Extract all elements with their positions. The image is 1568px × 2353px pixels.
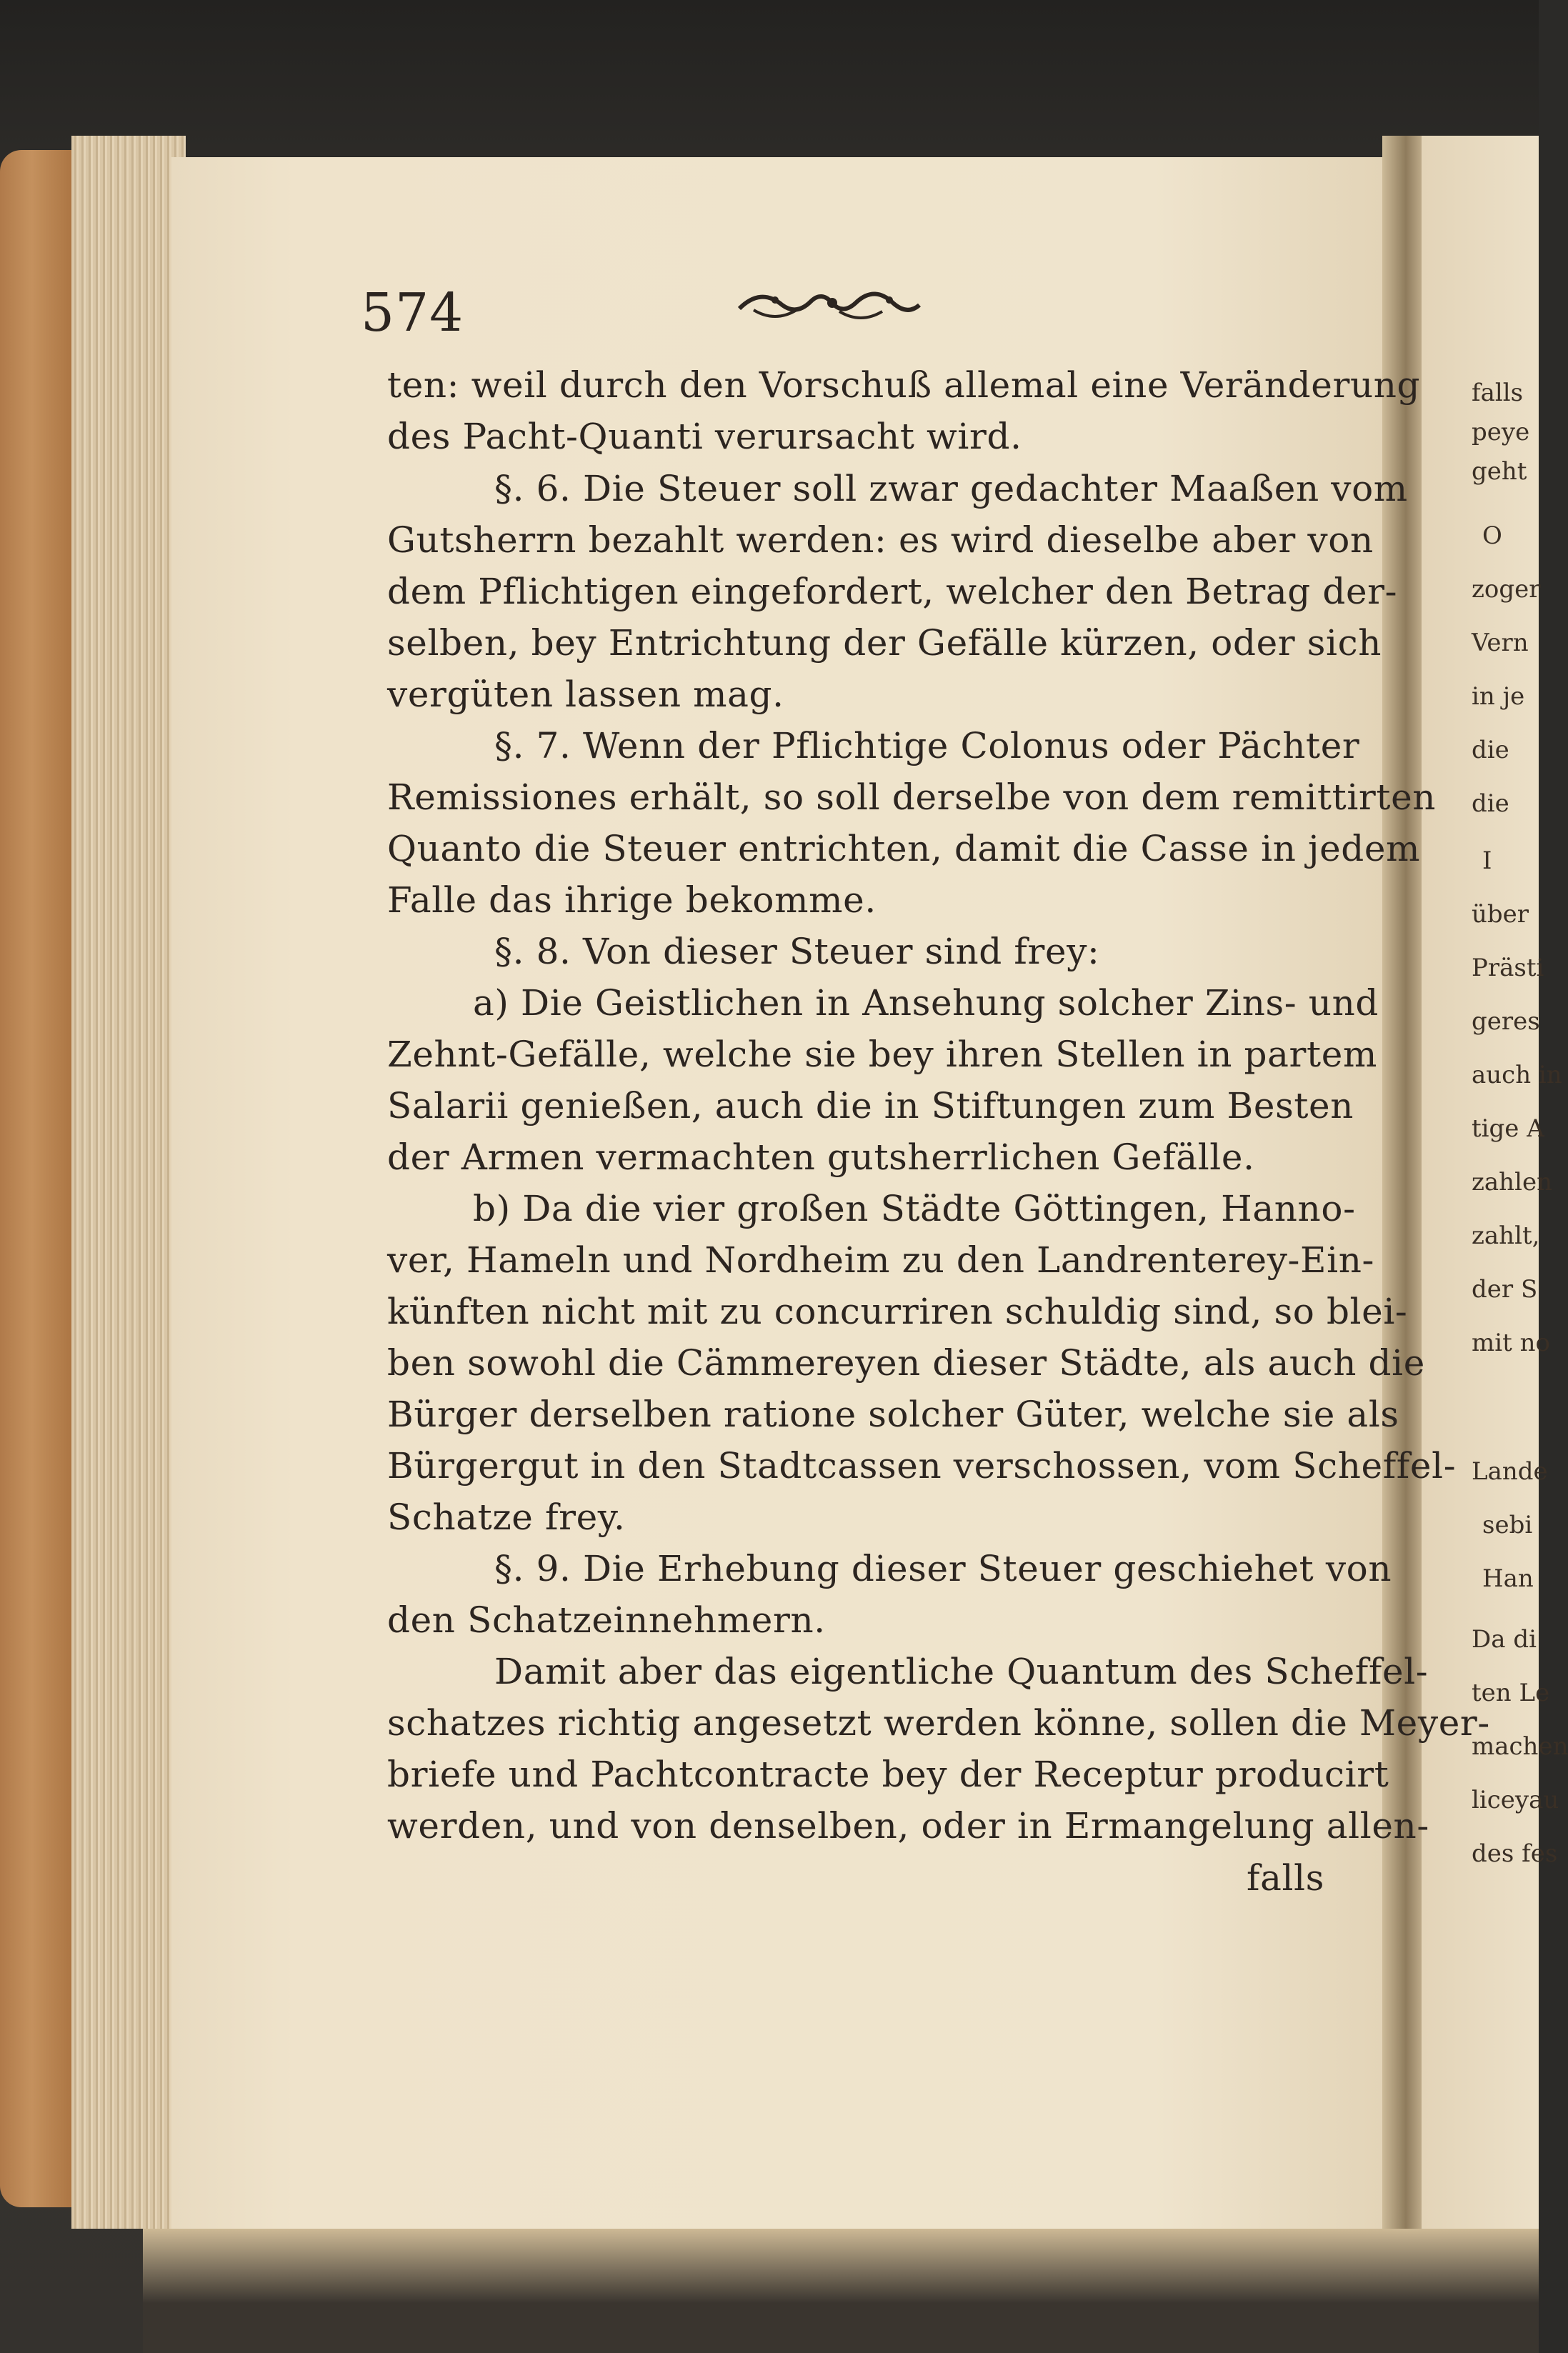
facing-fragment: Da di xyxy=(1472,1625,1537,1654)
text-line: vergüten lassen mag. xyxy=(387,674,784,715)
book-spine xyxy=(0,150,79,2207)
facing-fragment: geres xyxy=(1472,1007,1540,1036)
facing-fragment: mit no xyxy=(1472,1329,1550,1357)
text-line: Damit aber das eigentliche Quantum des Scheffel- xyxy=(494,1651,1429,1692)
text-line: Salarii genießen, auch die in Stiftungen zum Besten xyxy=(387,1085,1354,1126)
text-line: §. 8. Von dieser Steuer sind frey: xyxy=(494,931,1100,972)
facing-fragment: in je xyxy=(1472,682,1525,711)
facing-fragment: sebi xyxy=(1482,1511,1533,1539)
text-line: werden, und von denselben, oder in Ermangelung allen- xyxy=(387,1805,1429,1847)
text-line: briefe und Pachtcontracte bey der Receptur producirt xyxy=(387,1754,1389,1795)
text-line: §. 9. Die Erhebung dieser Steuer geschiehet von xyxy=(494,1548,1392,1589)
ornament-icon xyxy=(732,280,925,330)
text-line: §. 6. Die Steuer soll zwar gedachter Maaßen vom xyxy=(494,468,1408,509)
text-line: künften nicht mit zu concurriren schuldig sind, so blei- xyxy=(387,1291,1408,1332)
facing-fragment: geht xyxy=(1472,457,1527,486)
text-line: selben, bey Entrichtung der Gefälle kürzen, oder sich xyxy=(387,622,1382,664)
facing-fragment: zoger xyxy=(1472,575,1541,604)
text-line: schatzes richtig angesetzt werden könne, sollen die Meyer- xyxy=(387,1702,1490,1744)
facing-fragment: Han xyxy=(1482,1564,1534,1593)
facing-fragment: O xyxy=(1482,521,1502,550)
text-line: Zehnt-Gefälle, welche sie bey ihren Stellen in partem xyxy=(387,1034,1377,1075)
text-line: ten: weil durch den Vorschuß allemal eine Veränderung xyxy=(387,364,1421,406)
text-line: den Schatzeinnehmern. xyxy=(387,1599,826,1641)
text-line: a) Die Geistlichen in Ansehung solcher Zins- und xyxy=(473,982,1379,1024)
text-line: §. 7. Wenn der Pflichtige Colonus oder Pächter xyxy=(494,725,1360,766)
gutter xyxy=(1382,136,1425,2250)
facing-fragment: die xyxy=(1472,736,1509,764)
facing-fragment: peye xyxy=(1472,418,1530,446)
facing-fragment: ten Le xyxy=(1472,1679,1550,1707)
facing-fragment: Lande xyxy=(1472,1457,1548,1486)
text-line: Falle das ihrige bekomme. xyxy=(387,879,877,921)
text-line: Bürger derselben ratione solcher Güter, welche sie als xyxy=(387,1394,1399,1435)
facing-fragment: des fes xyxy=(1472,1839,1558,1868)
text-line: Gutsherrn bezahlt werden: es wird dieselbe aber von xyxy=(387,519,1374,561)
facing-fragment: machen xyxy=(1472,1732,1568,1761)
catchword: falls xyxy=(1247,1857,1324,1899)
facing-fragment: falls xyxy=(1472,379,1524,407)
text-line: ver, Hameln und Nordheim zu den Landrenterey-Ein- xyxy=(387,1239,1375,1281)
text-line: Schatze frey. xyxy=(387,1497,626,1538)
facing-fragment: zahlt, xyxy=(1472,1222,1540,1250)
facing-fragment: Vern xyxy=(1472,629,1529,657)
text-line: der Armen vermachten gutsherrlichen Gefälle. xyxy=(387,1136,1255,1178)
text-line: des Pacht-Quanti verursacht wird. xyxy=(387,416,1022,457)
facing-fragment: zahlen xyxy=(1472,1168,1552,1197)
facing-fragment: Prästi xyxy=(1472,954,1544,982)
facing-fragment: die xyxy=(1472,789,1509,818)
facing-fragment: liceyau xyxy=(1472,1786,1559,1814)
facing-fragment: I xyxy=(1482,846,1492,875)
text-line: ben sowohl die Cämmereyen dieser Städte, als auch die xyxy=(387,1342,1425,1384)
text-line: dem Pflichtigen eingefordert, welcher den Betrag der- xyxy=(387,571,1398,612)
facing-fragment: über xyxy=(1472,900,1529,929)
text-line: Quanto die Steuer entrichten, damit die Casse in jedem xyxy=(387,828,1421,869)
facing-fragment: auch in xyxy=(1472,1061,1562,1089)
page-edges xyxy=(71,136,186,2229)
text-line: Remissiones erhält, so soll derselbe von dem remittirten xyxy=(387,776,1437,818)
text-line: b) Da die vier großen Städte Göttingen, Hanno- xyxy=(473,1188,1356,1229)
facing-fragment: tige A xyxy=(1472,1114,1544,1143)
text-line: Bürgergut in den Stadtcassen verschossen, vom Scheffel- xyxy=(387,1445,1457,1487)
page-number: 574 xyxy=(361,282,464,344)
bottom-edge xyxy=(143,2229,1539,2353)
facing-fragment: der S xyxy=(1472,1275,1538,1304)
